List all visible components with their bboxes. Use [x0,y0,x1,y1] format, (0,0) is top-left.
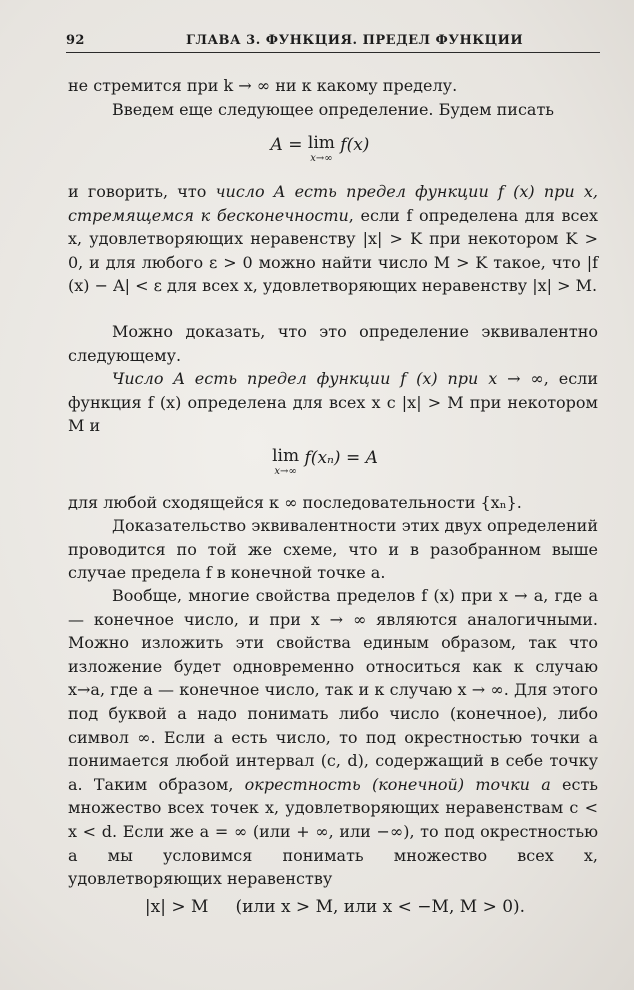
page-number: 92 [66,33,85,48]
formula2-lim-word: lim [272,446,300,466]
definition-term: число A есть предел функции f (x) при x, стремящемся к бесконечности [68,182,598,225]
formula1-rhs: f(x) [340,135,370,155]
formula2-lim [272,448,299,477]
paragraph-5-italic: Число A есть предел функции f (x) при x → ∞ [112,369,544,388]
formula-sequence-limit [250,448,400,477]
formula2-lim-sub: x→∞ [274,466,297,477]
paragraph-8-part-1: Вообще, многие свойства пределов f (x) при x → a, где a — конечное число, и при x → ∞ являются аналогичными. Можно изложить эти свойства единым образом, так что изложение будет одновременно относиться как к случаю x→a, где a — конечное число, так и к случаю x → ∞. Для этого под буквой a надо понимать либо число (конечное), либо символ ∞. Если a есть число, то под окрестностью точки a понимается любой интервал (c, d), содержащий в себе точку a. Таким образом, [68,586,598,794]
paragraph-4: Можно доказать, что это определение эквивалентно следующему. [68,322,598,365]
formula-limit-at-infinity [240,135,400,164]
formula2-rhs: f(xₙ) = A [304,448,378,468]
formula1-lhs: A = [270,135,303,155]
paragraph-3-part-3: , если f определена для всех x, удовлетворяющих неравенству |x| > K при некотором K > 0, и для любого ε > 0 можно найти число M > K такое, что |f (x) − A| < ε для всех x, удовлетворяющих неравенству |x| > M. [68,205,598,296]
running-head [66,30,600,53]
formula-neighborhood-infinity: |x| > M (или x > M, или x < −M, M > 0). [144,897,526,917]
paragraph-6: для любой сходящейся к ∞ последовательности {xₙ}. [68,493,522,512]
formula1-lim-word: lim [307,133,335,153]
paragraph-3-part-1: и говорить, что [68,182,216,201]
neighborhood-term: окрестность (конечной) точки a [244,774,551,794]
paragraph-5-rest: , если функция f (x) определена для всех x с |x| > M при некотором M и [68,369,599,436]
paragraph-7: Доказательство эквивалентности этих двух определений проводится по той же схеме, что и в разобранном выше случае предела f в конечной точке a. [68,516,598,583]
paragraph-8-part-3: есть множество всех точек x, удовлетворяющих неравенствам c < x < d. Если же a = ∞ (или + ∞, или −∞), то под окрестностью a мы условимся понимать множество всех x, удовлетворяющих неравенству [68,774,598,889]
paragraph-2: Введем еще следующее определение. Будем писать [112,100,555,119]
paragraph-1: не стремится при k → ∞ ни к какому пределу. [68,76,458,95]
formula1-lim-sub: x→∞ [310,153,333,164]
paragraph-5 [68,367,598,438]
formula1-lim [308,135,335,164]
paragraph-3 [68,180,598,298]
paragraph-8 [68,584,598,891]
chapter-title: ГЛАВА 3. ФУНКЦИЯ. ПРЕДЕЛ ФУНКЦИИ [186,33,524,48]
